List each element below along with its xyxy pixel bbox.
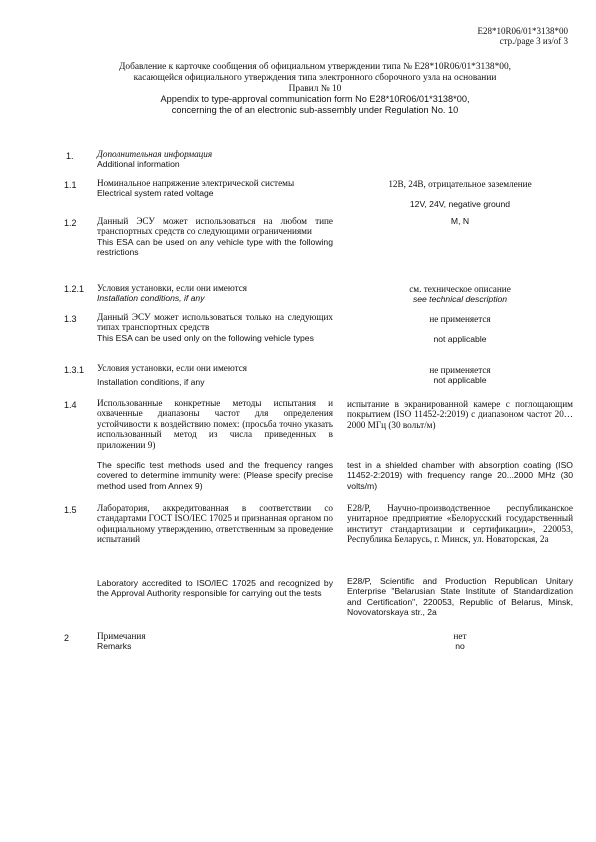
item-number: 1. [66, 151, 74, 161]
label-ru: Условия установки, если они имеются [97, 363, 248, 373]
label-en: Electrical system rated voltage [97, 188, 214, 199]
value-en: not applicable [433, 375, 487, 386]
item-value [350, 631, 570, 652]
label-ru: Условия установки, если они имеются [97, 283, 248, 293]
label-ru: Дополнительная информация [97, 149, 213, 159]
item-number: 2 [64, 633, 70, 643]
title-ru-line1: Добавление к карточке сообщения об официальном утверждении типа № E28*10R06/01*3138*00, [118, 62, 512, 72]
item-label [97, 312, 333, 343]
label-ru: Данный ЭСУ может использоваться только на следующих типах транспортных средств [97, 312, 333, 333]
value-ru: E28/P, Научно-производственное республиканское унитарное предприятие «Белорусский государственный институт стандартизации и сертификации», 220053, Республика Беларусь, г. Минск, ул. Новаторская, 2а [347, 503, 573, 545]
item-label [97, 216, 333, 257]
label-en: Installation conditions, if any [97, 377, 205, 388]
label-en: Remarks [97, 641, 132, 652]
item-value: M, N [450, 216, 470, 226]
label-en: Laboratory accredited to ISO/IEC 17025 and recognized by the Approval Authority responsible for carrying out the tests [97, 578, 333, 599]
value-en: test in a shielded chamber with absorption coating (ISO 11452-2:2019) with frequency range 20...2000 MHz (30 volts/m) [347, 460, 573, 491]
item-value [350, 314, 570, 345]
value-ru: не применяется [429, 365, 491, 375]
label-en: This ESA can be used on any vehicle type with the following restrictions [97, 236, 333, 258]
label-en: This ESA can be used only on the following vehicle types [97, 332, 314, 343]
label-en: Additional information [97, 159, 180, 170]
value-en: E28/P, Scientific and Production Republican Unitary Enterprise "Belarusian State Institute of Standardization and Certification", 220053, Republic of Belarus, Minsk, Novovatorskaya str., 2a [347, 576, 573, 617]
label-ru: Примечания [97, 631, 146, 641]
item-number: 1.2 [64, 218, 77, 228]
value-ru: не применяется [429, 314, 491, 324]
value-ru: 12В, 24В, отрицательное заземление [388, 179, 532, 189]
item-value [350, 179, 570, 210]
title-en-line1: Appendix to type-approval communication form No E28*10R06/01*3138*00, [160, 94, 470, 105]
value-ru: испытание в экранированной камере с поглощающим покрытием (ISO 11452-2:2019) с диапазоном частот 20…2000 МГц (30 вольт/м) [347, 399, 573, 430]
item-label [97, 631, 333, 652]
value-ru: нет [453, 631, 467, 641]
item-number: 1.1 [64, 180, 77, 190]
item-label [97, 178, 333, 199]
item-number: 1.2.1 [64, 284, 85, 294]
document-title [60, 62, 570, 117]
item-value [350, 365, 570, 386]
item-label [97, 149, 333, 170]
item-number: 1.3.1 [64, 365, 85, 375]
label-ru: Номинальное напряжение электрической системы [97, 178, 295, 188]
label-ru: Лаборатория, аккредитованная в соответствии со стандартами ГОСТ ISO/IEC 17025 и признанная органом по официальному утверждению, ответственным за проведение испытаний [97, 503, 333, 545]
item-value [350, 284, 570, 305]
label-ru: Данный ЭСУ может использоваться на любом типе транспортных средств со следующими ограничениями [97, 216, 333, 237]
label-en: The specific test methods used and the frequency ranges covered to determine immunity were: (Please specify precise method used from Annex 9) [97, 460, 333, 491]
label-ru: Использованные конкретные методы испытания и охваченные диапазоны частот для определения устойчивости к воздействию помех: (просьба точно указать использованный метод из числа приведенных в приложении 9) [97, 398, 333, 450]
value-en: not applicable [433, 334, 487, 345]
value-ru: см. техническое описание [409, 284, 511, 294]
title-ru-line3: Правил № 10 [288, 83, 342, 94]
label-en: Installation conditions, if any [97, 293, 205, 304]
document-reference: E28*10R06/01*3138*00 [477, 26, 568, 36]
value-en: see technical description [412, 294, 508, 305]
item-number: 1.3 [64, 314, 77, 324]
page-number: стр./page 3 из/of 3 [499, 36, 568, 47]
item-label [97, 283, 333, 304]
item-number: 1.5 [64, 505, 77, 515]
title-ru-line2: касающейся официального утверждения типа электронного сборочного узла на основании [133, 72, 497, 83]
item-label [97, 363, 333, 388]
title-en-line2: concerning the of an electronic sub-assembly under Regulation No. 10 [171, 105, 459, 116]
item-number: 1.4 [64, 400, 77, 410]
value-en: 12V, 24V, negative ground [409, 199, 511, 210]
page-header [368, 26, 568, 47]
value-en: no [455, 641, 465, 652]
